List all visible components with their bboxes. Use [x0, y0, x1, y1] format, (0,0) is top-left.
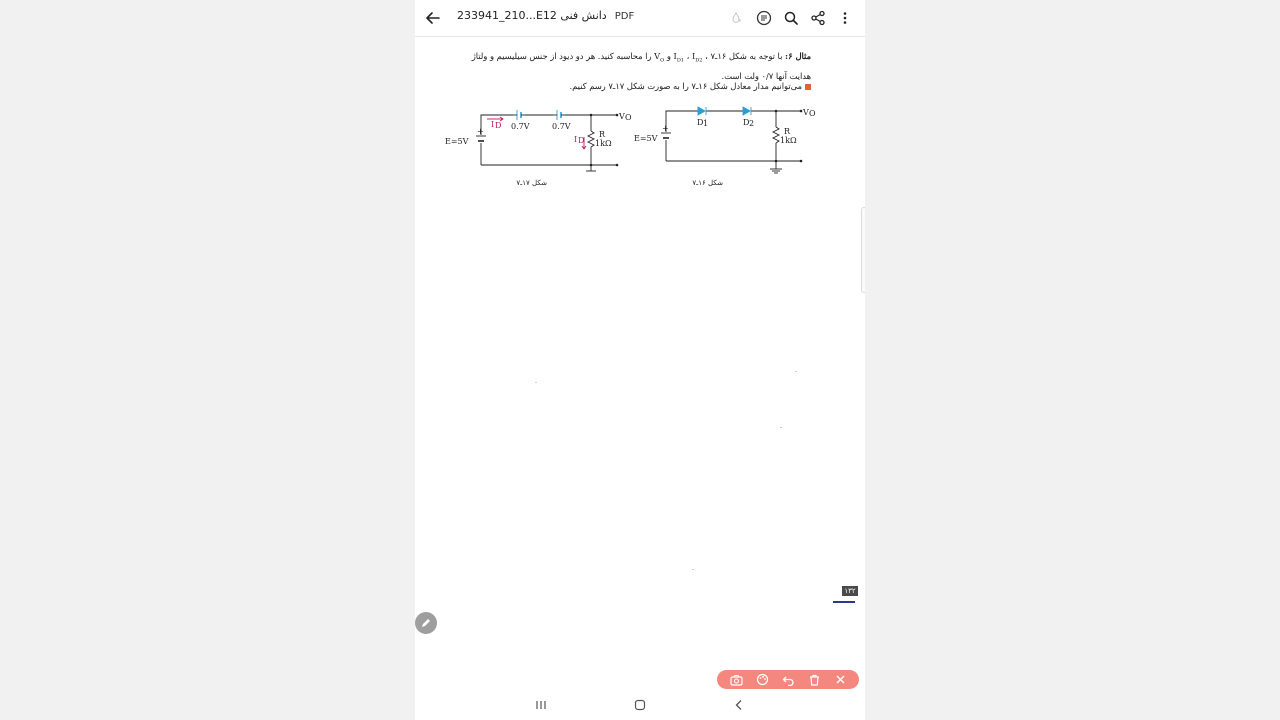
fig16-vo: V: [803, 108, 809, 117]
circuit-figures: [415, 97, 865, 197]
pen-button[interactable]: [415, 612, 437, 634]
trash-icon[interactable]: [807, 673, 821, 687]
phone-screen: [415, 0, 865, 720]
fig17-v1-label: 0.7V: [511, 122, 530, 131]
example-line-2: هدایت آنها ۰/۷ ولت است.: [721, 70, 811, 81]
comma: ،: [686, 51, 690, 61]
example-variables-3: [654, 51, 665, 64]
fig17-source-label: E=5V: [445, 137, 469, 146]
example-variables: [673, 51, 685, 64]
palette-icon[interactable]: [755, 673, 769, 687]
reading-mode-icon[interactable]: [752, 6, 776, 30]
search-icon[interactable]: [779, 6, 803, 30]
pencil-icon: [420, 617, 432, 629]
example-line-1-rest: را محاسبه کنید. هر دو دیود از جنس سیلیسیم و ولتاژ: [471, 51, 652, 61]
fig17-vo: V: [619, 112, 625, 121]
sub-d1: D1: [676, 57, 685, 64]
sub-o: O: [660, 57, 665, 64]
camera-icon[interactable]: [729, 673, 743, 687]
fig16-vo-sub: O: [809, 109, 816, 118]
bullet-text: می‌توانیم مدار معادل شکل ۱۶ـ۷ را به صورت شکل ۱۷ـ۷ رسم کنیم.: [569, 81, 802, 91]
bullet-square-icon: [805, 84, 811, 90]
fig17-id-top: I: [491, 120, 495, 129]
resistor-left: [588, 131, 594, 147]
and-word: و: [666, 51, 671, 61]
scan-speck: [780, 427, 782, 428]
resistor-right: [773, 127, 779, 143]
fig16-source-label: E=5V: [634, 134, 658, 143]
example-paragraph: [441, 49, 811, 84]
more-vert-icon[interactable]: [833, 6, 857, 30]
fig16-d2: D: [743, 118, 750, 127]
example-variables-2: [691, 51, 703, 64]
diode-d2-icon: [743, 107, 750, 115]
scan-speck: [795, 371, 797, 372]
fig16-d2-sub: 2: [749, 119, 755, 128]
document-title: [457, 9, 657, 27]
fig17-id-side-sub: D: [578, 136, 585, 145]
var-v-o: V: [654, 51, 661, 61]
scan-speck: [692, 569, 694, 570]
document-title-text: 233941_210...E12 دانش فنی: [457, 9, 607, 22]
example-label: مثال ۶:: [785, 51, 811, 61]
document-type-label: PDF: [614, 11, 635, 22]
example-intro: با توجه به شکل ۱۶ـ۷ ،: [705, 51, 783, 61]
system-nav-bar: [415, 690, 865, 720]
bullet-line: [441, 81, 811, 91]
page-number-underline: [833, 601, 855, 603]
fig17-id-side: I: [574, 135, 578, 144]
close-icon[interactable]: [833, 673, 847, 687]
fig16-d1-sub: 1: [703, 119, 709, 128]
recents-icon[interactable]: [533, 698, 549, 712]
fig16-r-value: 1kΩ: [780, 136, 797, 145]
diode-d1-icon: [698, 107, 705, 115]
fig17-id-top-sub: D: [495, 121, 502, 130]
scan-speck: [535, 382, 537, 383]
fig17-r-value: 1kΩ: [595, 139, 612, 148]
drop-icon[interactable]: [725, 6, 749, 30]
fig17-v2-label: 0.7V: [552, 122, 571, 131]
back-arrow-icon[interactable]: [421, 6, 445, 30]
pdf-page[interactable]: [415, 37, 865, 657]
var-i-d1: I: [673, 51, 677, 61]
share-icon[interactable]: [806, 6, 830, 30]
undo-icon[interactable]: [781, 673, 795, 687]
sub-d2: D2: [695, 57, 703, 64]
page-number-badge: ۱۳۲: [842, 586, 858, 596]
example-line-1: [441, 49, 811, 69]
scroll-handle[interactable]: [861, 207, 865, 293]
fig17-plus: +: [477, 127, 484, 136]
home-icon[interactable]: [632, 698, 648, 712]
wire-right-top: [666, 111, 698, 132]
back-icon[interactable]: [731, 698, 747, 712]
fig16-r-label: R: [784, 127, 791, 136]
fig16-plus: +: [662, 124, 669, 133]
var-i-d2: I: [691, 51, 696, 61]
fig16-d1: D: [697, 118, 704, 127]
fig17-r-label: R: [599, 130, 606, 139]
fig17-vo-sub: O: [625, 113, 632, 122]
annotation-toolbar: [717, 670, 859, 689]
app-top-bar: [415, 0, 865, 37]
fig17-caption: شکل ۱۷ـ۷: [516, 179, 547, 187]
fig16-caption: شکل ۱۶ـ۷: [692, 179, 723, 187]
